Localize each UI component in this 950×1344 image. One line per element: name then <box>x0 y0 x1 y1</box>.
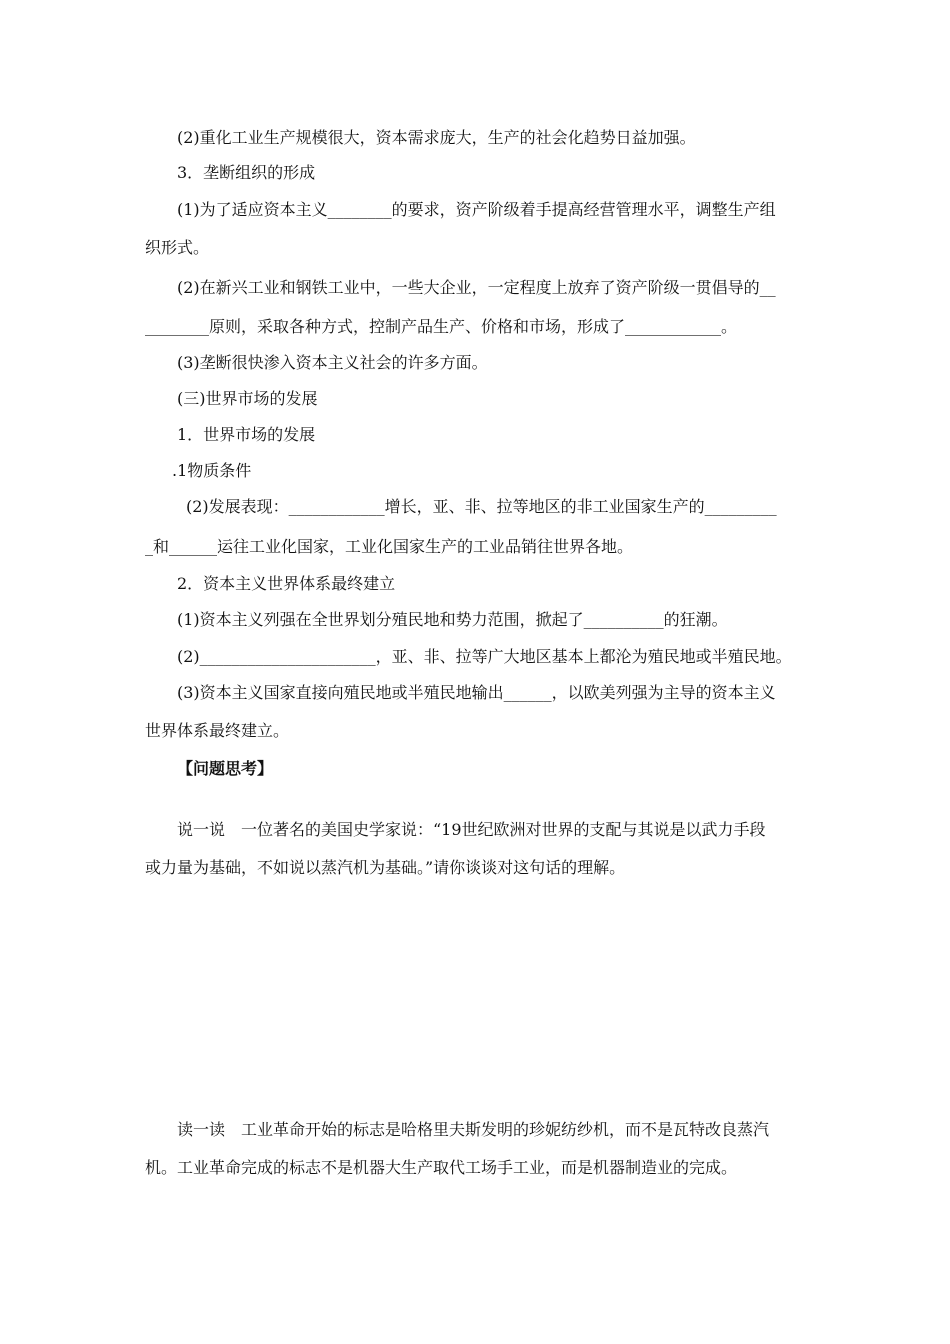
text-line: 织形式。 <box>145 238 210 257</box>
section-heading: 【问题思考】 <box>177 759 274 778</box>
section-heading: 3．垄断组织的形成 <box>177 163 316 182</box>
text-line: (2)发展表现：____________增长，亚、非、拉等地区的非工业国家生产的_________ <box>186 497 777 516</box>
text-line: 世界体系最终建立。 <box>145 721 290 740</box>
text-line: 或力量为基础，不如说以蒸汽机为基础。”请你谈谈对这句话的理解。 <box>145 858 626 877</box>
text-line: .1物质条件 <box>172 461 252 480</box>
text-line: (3)垄断很快渗入资本主义社会的许多方面。 <box>177 353 488 372</box>
text-line: _和______运往工业化国家，工业化国家生产的工业品销往世界各地。 <box>145 537 634 556</box>
text-line: (2)在新兴工业和钢铁工业中，一些大企业，一定程度上放弃了资产阶级一贯倡导的__ <box>177 278 776 297</box>
text-line: ________原则，采取各种方式，控制产品生产、价格和市场，形成了____________。 <box>145 317 738 336</box>
text-line: 机。工业革命完成的标志不是机器大生产取代工场手工业，而是机器制造业的完成。 <box>145 1158 738 1177</box>
section-heading: 2．资本主义世界体系最终建立 <box>177 574 396 593</box>
text-line: (2)重化工业生产规模很大，资本需求庞大，生产的社会化趋势日益加强。 <box>177 128 696 147</box>
text-line: 说一说 一位著名的美国史学家说：“19世纪欧洲对世界的支配与其说是以武力手段 <box>177 820 766 839</box>
text-line: (3)资本主义国家直接向殖民地或半殖民地输出______，以欧美列强为主导的资本主义 <box>177 683 776 702</box>
text-line: 读一读 工业革命开始的标志是哈格里夫斯发明的珍妮纺纱机，而不是瓦特改良蒸汽 <box>177 1120 770 1139</box>
text-line: (1)资本主义列强在全世界划分殖民地和势力范围，掀起了__________的狂潮。 <box>177 610 728 629</box>
section-heading: (三)世界市场的发展 <box>177 389 318 408</box>
text-line: (2)______________________，亚、非、拉等广大地区基本上都沦为殖民地或半殖民地。 <box>177 647 792 666</box>
section-heading: 1．世界市场的发展 <box>177 425 316 444</box>
text-line: (1)为了适应资本主义________的要求，资产阶级着手提高经营管理水平，调整生产组 <box>177 200 776 219</box>
